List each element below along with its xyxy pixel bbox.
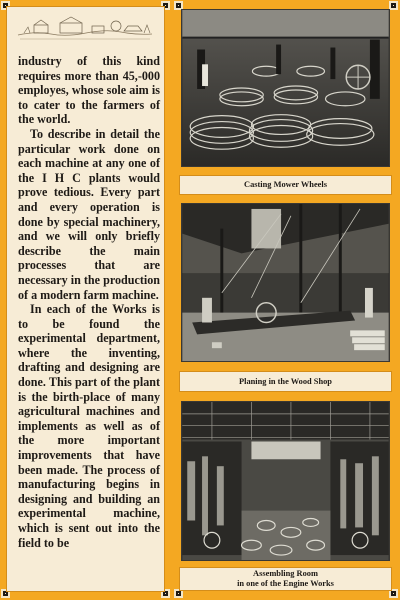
caption-line: Planing in the Wood Shop [239,376,332,386]
text-column [6,6,165,592]
photo-casting-mower-wheels [181,9,390,167]
caption-line: Assembling Room [253,569,318,578]
header-sketch-illustration [16,13,154,43]
caption-line: Casting Mower Wheels [244,180,327,189]
photo-caption [179,567,392,591]
paragraph: To describe in detail the particular work done on each machine at any one of the I H C plants would prove tedious. Every part and every operation is done by special machinery, and we will only briefly describe the main processes that are necessary in the production of a modern farm machine. [18,126,160,302]
paragraph: In each of the Works is to be found the experimental department, where the inventing, drafting and designing are done. This part of the plant is the birth-place of many agricultural machines and implements as well as of the more important improvements that have been made. The process of manufacturing begins in designing and building an experimental machine, which is sent out into the field to be [18,302,160,550]
body-text [18,54,160,550]
corner-ornament [389,1,398,10]
caption-line: in one of the Engine Works [237,579,334,588]
paragraph: industry of this kind requires more than 45,-000 employes, whose sole aim is to cater to the farmers of the world. [18,54,160,127]
photo-caption [179,175,392,195]
photo-assembling-room [181,401,390,561]
photo-planing-wood-shop [181,203,390,362]
photo-caption [179,371,392,392]
